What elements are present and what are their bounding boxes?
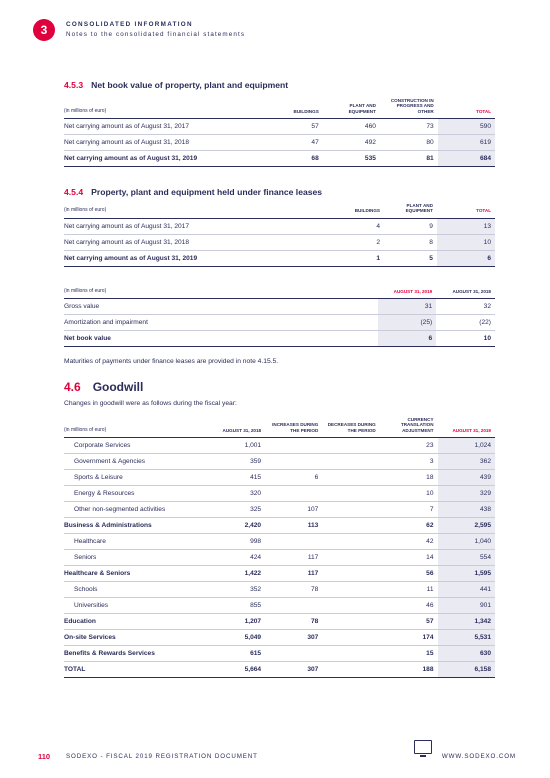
header-subtitle: Notes to the consolidated financial statements <box>66 31 246 38</box>
cell-value <box>322 486 379 502</box>
column-header: (in millions of euro) <box>64 107 107 114</box>
column-header: (in millions of euro) <box>64 288 107 294</box>
cell-value <box>265 438 322 454</box>
cell-value <box>322 646 379 662</box>
cell-value: 535 <box>323 151 380 167</box>
cell-value <box>322 582 379 598</box>
table-row <box>64 250 495 266</box>
cell-value: 18 <box>380 470 438 486</box>
table-row <box>64 566 495 582</box>
cell-value: (22) <box>436 315 495 331</box>
row-label: Amortization and impairment <box>64 315 378 331</box>
row-label: Net carrying amount as of August 31, 2017 <box>64 218 326 234</box>
cell-value: 329 <box>438 486 495 502</box>
cell-value: 1,595 <box>438 566 495 582</box>
row-label: Sports & Leisure <box>64 470 209 486</box>
row-label: Net carrying amount as of August 31, 2019 <box>64 151 266 167</box>
cell-value: 78 <box>265 582 322 598</box>
row-label: Seniors <box>64 550 209 566</box>
cell-value: 998 <box>209 534 266 550</box>
row-label: On-site Services <box>64 630 209 646</box>
cell-value <box>322 550 379 566</box>
cell-value: 68 <box>266 151 323 167</box>
table-row <box>64 646 495 662</box>
cell-value: 78 <box>265 614 322 630</box>
table-row <box>64 299 495 315</box>
cell-value: 307 <box>265 662 322 678</box>
table-row <box>64 582 495 598</box>
cell-value <box>322 662 379 678</box>
column-header: PLANT AND EQUIPMENT <box>405 203 433 214</box>
goodwill-table <box>64 417 495 678</box>
cell-value <box>265 598 322 614</box>
table-row <box>64 218 495 234</box>
cell-value: 23 <box>380 438 438 454</box>
cell-value: 5,049 <box>209 630 266 646</box>
cell-value: 1,207 <box>209 614 266 630</box>
cell-value: 901 <box>438 598 495 614</box>
column-header: PLANT AND EQUIPMENT <box>348 103 376 114</box>
chapter-badge: 3 <box>33 19 55 41</box>
cell-value: 1,040 <box>438 534 495 550</box>
row-label: Government & Agencies <box>64 454 209 470</box>
cell-value: 32 <box>436 299 495 315</box>
cell-value: 81 <box>380 151 438 167</box>
cell-value: 10 <box>437 234 495 250</box>
cell-value: 2 <box>326 234 384 250</box>
lease-value-table <box>64 289 495 347</box>
cell-value: 1 <box>326 250 384 266</box>
cell-value: 15 <box>380 646 438 662</box>
table-row <box>64 151 495 167</box>
cell-value <box>322 454 379 470</box>
row-label: Schools <box>64 582 209 598</box>
row-label: Net carrying amount as of August 31, 2019 <box>64 250 326 266</box>
cell-value: 107 <box>265 502 322 518</box>
lease-note: Maturities of payments under finance leases are provided in note 4.15.5. <box>64 358 279 365</box>
row-label: Net carrying amount as of August 31, 2017 <box>64 119 266 135</box>
cell-value <box>322 470 379 486</box>
column-header: CURRENCY TRANSLATION ADJUSTMENT <box>400 417 434 433</box>
row-label: Corporate Services <box>64 438 209 454</box>
column-header: BUILDINGS <box>354 208 380 214</box>
cell-value: 117 <box>265 550 322 566</box>
row-label: Other non-segmented activities <box>64 502 209 518</box>
cell-value: 14 <box>380 550 438 566</box>
cell-value: 1,001 <box>209 438 266 454</box>
cell-value: 630 <box>438 646 495 662</box>
section-4-5-4-heading: 4.5.4 Property, plant and equipment held under finance leases <box>64 187 323 197</box>
cell-value: 590 <box>438 119 495 135</box>
cell-value: 320 <box>209 486 266 502</box>
column-header: INCREASES DURING THE PERIOD <box>272 422 319 433</box>
section-4-6-heading: 4.6 Goodwill <box>64 380 144 394</box>
cell-value: 62 <box>380 518 438 534</box>
page-number: 110 <box>38 752 51 761</box>
cell-value: 5,664 <box>209 662 266 678</box>
cell-value: 9 <box>384 218 437 234</box>
cell-value: 441 <box>438 582 495 598</box>
monitor-icon <box>414 740 432 754</box>
cell-value: 46 <box>380 598 438 614</box>
goodwill-intro: Changes in goodwill were as follows during the fiscal year: <box>64 400 237 407</box>
cell-value: 554 <box>438 550 495 566</box>
row-label: Energy & Resources <box>64 486 209 502</box>
cell-value: 2,420 <box>209 518 266 534</box>
cell-value: 13 <box>437 218 495 234</box>
cell-value: 31 <box>378 299 436 315</box>
cell-value: 362 <box>438 454 495 470</box>
cell-value: 188 <box>380 662 438 678</box>
table-row <box>64 119 495 135</box>
row-label: Net carrying amount as of August 31, 2018 <box>64 135 266 151</box>
row-label: Benefits & Rewards Services <box>64 646 209 662</box>
cell-value: 42 <box>380 534 438 550</box>
cell-value <box>322 614 379 630</box>
cell-value: 174 <box>380 630 438 646</box>
table-row <box>64 234 495 250</box>
table-row <box>64 331 495 347</box>
cell-value: 2,595 <box>438 518 495 534</box>
table-row <box>64 630 495 646</box>
table-row <box>64 614 495 630</box>
cell-value: 3 <box>380 454 438 470</box>
column-header: AUGUST 31, 2018 <box>452 289 491 294</box>
cell-value: 684 <box>438 151 495 167</box>
cell-value <box>265 454 322 470</box>
column-header: TOTAL <box>476 208 491 214</box>
cell-value: 352 <box>209 582 266 598</box>
table-row <box>64 135 495 151</box>
cell-value: 57 <box>380 614 438 630</box>
cell-value: 359 <box>209 454 266 470</box>
cell-value <box>322 566 379 582</box>
header-title: CONSOLIDATED INFORMATION <box>66 21 193 28</box>
cell-value: 117 <box>265 566 322 582</box>
column-header: AUGUST 31, 2019 <box>452 427 491 433</box>
cell-value: 619 <box>438 135 495 151</box>
column-header: BUILDINGS <box>293 108 319 114</box>
cell-value: 6 <box>437 250 495 266</box>
column-header: (in millions of euro) <box>64 207 107 214</box>
cell-value: 5 <box>384 250 437 266</box>
cell-value <box>322 438 379 454</box>
cell-value: 615 <box>209 646 266 662</box>
row-label: Universities <box>64 598 209 614</box>
table-row <box>64 534 495 550</box>
cell-value: 855 <box>209 598 266 614</box>
cell-value: 325 <box>209 502 266 518</box>
cell-value <box>265 534 322 550</box>
row-label: TOTAL <box>64 662 209 678</box>
table-row <box>64 662 495 678</box>
row-label: Net carrying amount as of August 31, 2018 <box>64 234 326 250</box>
finance-lease-table <box>64 203 495 267</box>
cell-value: 4 <box>326 218 384 234</box>
table-row <box>64 502 495 518</box>
cell-value: 439 <box>438 470 495 486</box>
cell-value: 424 <box>209 550 266 566</box>
cell-value <box>265 646 322 662</box>
table-row <box>64 486 495 502</box>
row-label: Healthcare <box>64 534 209 550</box>
cell-value: 6 <box>378 331 436 347</box>
column-header: AUGUST 31, 2019 <box>393 289 433 294</box>
table-row <box>64 550 495 566</box>
cell-value: 1,422 <box>209 566 266 582</box>
table-row <box>64 315 495 331</box>
cell-value: 6,158 <box>438 662 495 678</box>
row-label: Healthcare & Seniors <box>64 566 209 582</box>
cell-value: 11 <box>380 582 438 598</box>
cell-value: 307 <box>265 630 322 646</box>
cell-value: 47 <box>266 135 323 151</box>
table-row <box>64 454 495 470</box>
cell-value: 1,342 <box>438 614 495 630</box>
cell-value <box>322 534 379 550</box>
cell-value: 460 <box>323 119 380 135</box>
section-4-5-3-heading: 4.5.3 Net book value of property, plant and equipment <box>64 80 289 90</box>
column-header: (in millions of euro) <box>64 426 107 433</box>
cell-value: (25) <box>378 315 436 331</box>
cell-value: 7 <box>380 502 438 518</box>
cell-value <box>322 502 379 518</box>
table-row <box>64 438 495 454</box>
cell-value: 8 <box>384 234 437 250</box>
cell-value: 1,024 <box>438 438 495 454</box>
cell-value: 492 <box>323 135 380 151</box>
cell-value: 80 <box>380 135 438 151</box>
table-row <box>64 598 495 614</box>
column-header: DECREASES DURING THE PERIOD <box>327 422 376 433</box>
row-label: Business & Administrations <box>64 518 209 534</box>
cell-value <box>322 630 379 646</box>
cell-value: 10 <box>436 331 495 347</box>
cell-value: 415 <box>209 470 266 486</box>
cell-value: 438 <box>438 502 495 518</box>
cell-value: 113 <box>265 518 322 534</box>
row-label: Education <box>64 614 209 630</box>
column-header: CONSTRUCTION IN PROGRESS AND OTHER <box>390 98 434 114</box>
cell-value: 73 <box>380 119 438 135</box>
cell-value: 6 <box>265 470 322 486</box>
cell-value <box>265 486 322 502</box>
cell-value <box>322 518 379 534</box>
row-label: Gross value <box>64 299 378 315</box>
cell-value: 10 <box>380 486 438 502</box>
table-row <box>64 518 495 534</box>
table-row <box>64 470 495 486</box>
column-header: TOTAL <box>476 108 491 114</box>
footer-url: WWW.SODEXO.COM <box>441 753 516 760</box>
cell-value: 56 <box>380 566 438 582</box>
row-label: Net book value <box>64 331 378 347</box>
net-book-value-table <box>64 98 495 167</box>
cell-value <box>322 598 379 614</box>
footer-doc-title: SODEXO - FISCAL 2019 REGISTRATION DOCUMENT <box>66 753 258 760</box>
column-header: AUGUST 31, 2018 <box>222 427 262 433</box>
cell-value: 5,531 <box>438 630 495 646</box>
cell-value: 57 <box>266 119 323 135</box>
